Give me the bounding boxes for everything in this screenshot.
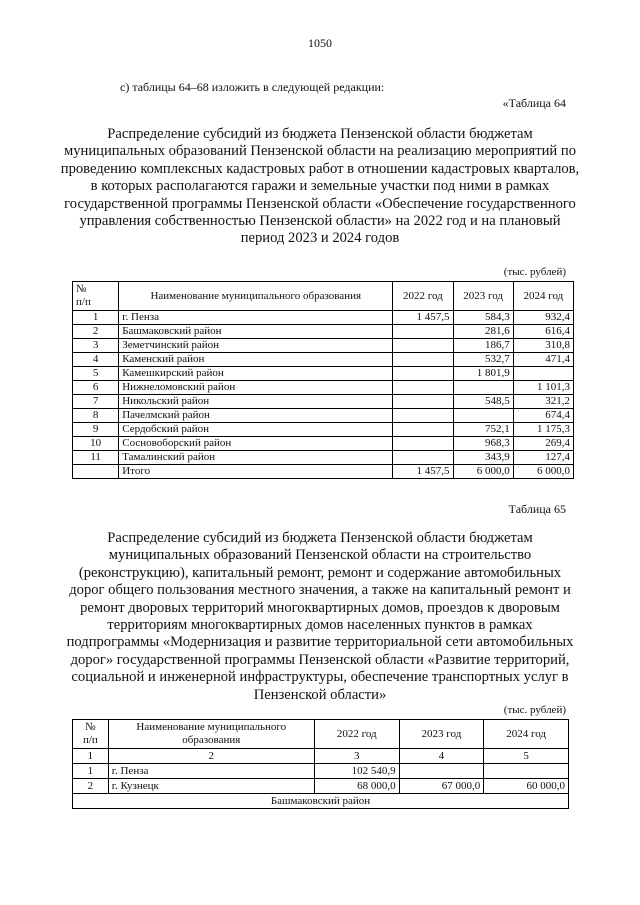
cell-2022 [393,325,453,339]
cell-2024: 674,4 [513,409,573,423]
cell-2022 [393,395,453,409]
cell-2023: 548,5 [453,395,513,409]
cell-name: Сосновоборский район [119,437,393,451]
cell-name: Каменский район [119,353,393,367]
cell-name: г. Кузнецк [108,779,314,794]
header-name: Наименование муниципального образования [119,282,393,311]
cell-2024: 471,4 [513,353,573,367]
cell-2024 [513,367,573,381]
cell-number: 11 [73,451,119,465]
header-2024: 2024 год [484,720,569,749]
table-row [73,367,574,381]
table-64-label: «Таблица 64 [502,96,566,110]
cell-2024: 127,4 [513,451,573,465]
table-row [73,779,569,794]
cell-number: 7 [73,395,119,409]
cell-2024: 6 000,0 [513,465,573,479]
cell-2023: 281,6 [453,325,513,339]
cell-2022 [393,437,453,451]
cell-2024: 321,2 [513,395,573,409]
cell-number [73,465,119,479]
cell-name: Сердобский район [119,423,393,437]
cell-2022: 1 457,5 [393,311,453,325]
table-row [73,339,574,353]
cell-number: 8 [73,409,119,423]
cell-2024: 310,8 [513,339,573,353]
cell-2024: 616,4 [513,325,573,339]
table-65 [72,719,569,809]
header-2022: 2022 год [314,720,399,749]
cell-2023: 532,7 [453,353,513,367]
cell-2024 [484,764,569,779]
header-2023: 2023 год [399,720,484,749]
cell-2023: 186,7 [453,339,513,353]
table-65-title: Распределение субсидий из бюджета Пензенской области бюджетам муниципальных образований Пензенской области на строительство (реконструкцию), капитальный ремонт, ремонт и содержание автомобильных дорог общего пользования местного значения, а также на капитальный ремонт и ремонт дворовых территорий многоквартирных домов, проездов к дворовым территориям многоквартирных домов населенных пунктов в рамках подпрограммы «Модернизация и развитие территориальной сети автомобильных дорог» государственной программы Пензенской области «Развитие территорий, социальной и инженерной инфраструктуры, обеспечение транспортных услуг в Пензенской области» [66,530,574,703]
cell-number: 9 [73,423,119,437]
cell-name: Башмаковский район [119,325,393,339]
table-64-title: Распределение субсидий из бюджета Пензенской области бюджетам муниципальных образований Пензенской области на реализацию мероприятий по проведению комплексных кадастровых работ в отношении кадастровых кварталов, в которых располагаются гаражи и земельные участки под ними в рамках государственной программы Пензенской области «Обеспечение государственного управления собственностью Пензенской области» на 2022 год и на плановый период 2023 и 2024 годов [60,126,580,247]
table-64-unit: (тыс. рублей) [503,266,566,278]
cell-number: 1 [73,764,109,779]
cell-2024: 1 175,3 [513,423,573,437]
index-cell: 3 [314,749,399,764]
cell-2022 [393,381,453,395]
cell-2023: 1 801,9 [453,367,513,381]
table-row [73,465,574,479]
index-cell: 1 [73,749,109,764]
cell-number: 6 [73,381,119,395]
table-row [73,423,574,437]
table-65-label: Таблица 65 [508,502,566,516]
table-header-row [73,282,574,311]
table-64 [72,281,574,479]
cell-2023 [399,764,484,779]
cell-2022 [393,339,453,353]
table-row [73,764,569,779]
cell-2024: 269,4 [513,437,573,451]
cell-2022: 1 457,5 [393,465,453,479]
cell-2023: 752,1 [453,423,513,437]
table-row [73,325,574,339]
header-2024: 2024 год [513,282,573,311]
header-name: Наименование муниципального образования [108,720,314,749]
table-row [73,395,574,409]
table-row [73,353,574,367]
cell-name: Никольский район [119,395,393,409]
table-row [73,381,574,395]
table-row [73,437,574,451]
cell-2023 [453,381,513,395]
cell-name: г. Пенза [108,764,314,779]
header-2023: 2023 год [453,282,513,311]
cell-2023: 343,9 [453,451,513,465]
table-65-unit: (тыс. рублей) [503,704,566,716]
cell-2022 [393,353,453,367]
table-header-row [73,720,569,749]
cell-name: Земетчинский район [119,339,393,353]
header-number: № п/п [73,282,119,311]
cell-2022 [393,451,453,465]
cell-number: 1 [73,311,119,325]
cell-name: Итого [119,465,393,479]
page-number: 1050 [308,36,332,50]
cell-2022 [393,367,453,381]
index-row [73,749,569,764]
intro-text: с) таблицы 64–68 изложить в следующей редакции: [120,80,385,94]
section-heading: Башмаковский район [73,794,569,809]
table-row [73,451,574,465]
cell-2022 [393,423,453,437]
index-cell: 4 [399,749,484,764]
cell-2024: 1 101,3 [513,381,573,395]
cell-2023 [453,409,513,423]
cell-number: 2 [73,779,109,794]
cell-2023: 968,3 [453,437,513,451]
cell-name: Нижнеломовский район [119,381,393,395]
cell-name: Камешкирский район [119,367,393,381]
cell-name: Тамалинский район [119,451,393,465]
cell-2023: 6 000,0 [453,465,513,479]
cell-number: 2 [73,325,119,339]
section-row [73,794,569,809]
cell-2022 [393,409,453,423]
header-2022: 2022 год [393,282,453,311]
cell-2022: 68 000,0 [314,779,399,794]
cell-2023: 67 000,0 [399,779,484,794]
cell-2023: 584,3 [453,311,513,325]
index-cell: 5 [484,749,569,764]
cell-number: 4 [73,353,119,367]
cell-name: Пачелмский район [119,409,393,423]
header-number: № п/п [73,720,109,749]
cell-number: 10 [73,437,119,451]
table-row [73,409,574,423]
cell-2024: 60 000,0 [484,779,569,794]
cell-2024: 932,4 [513,311,573,325]
cell-name: г. Пенза [119,311,393,325]
cell-2022: 102 540,9 [314,764,399,779]
table-row [73,311,574,325]
index-cell: 2 [108,749,314,764]
cell-number: 5 [73,367,119,381]
cell-number: 3 [73,339,119,353]
